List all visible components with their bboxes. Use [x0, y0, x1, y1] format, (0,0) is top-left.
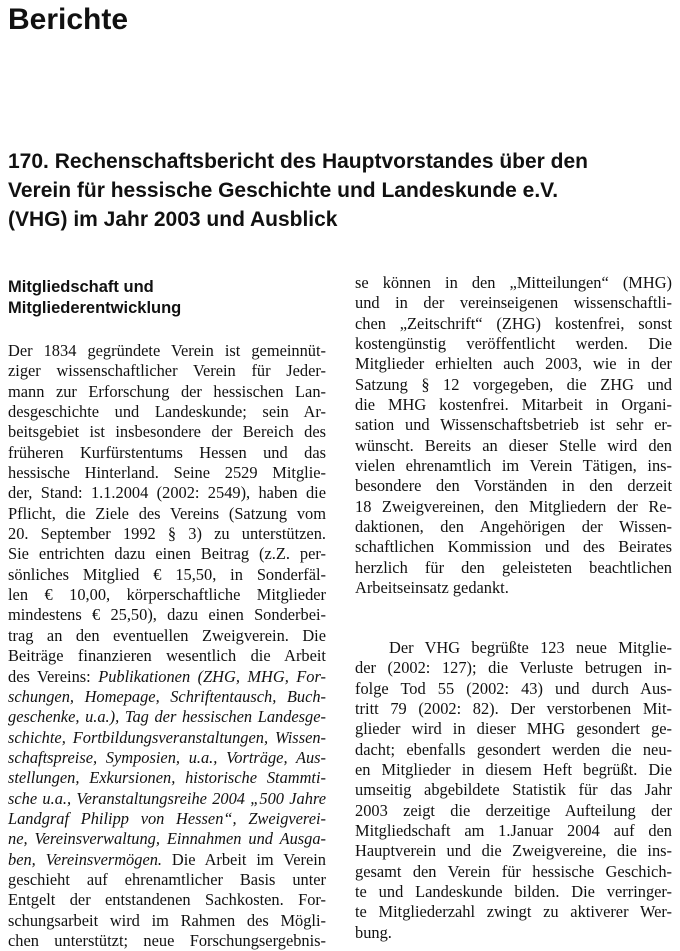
italic-fragment: schichte, Fortbildungsveranstaltungen, Wissen-	[8, 727, 326, 747]
article-title-line: Verein für hessische Geschichte und Landeskunde e.V.	[8, 179, 559, 202]
article-title	[8, 147, 672, 234]
section-header: Berichte	[8, 3, 129, 36]
text-line: dacht; ebenfalls gesondert werden die neu-	[355, 739, 672, 759]
italic-fragment: sche u.a., Veranstaltungsreihe 2004 „500 Jahre	[8, 788, 326, 808]
text-line	[8, 789, 326, 809]
text-line: len € 10,00, körperschaftliche Mitglieder	[8, 585, 326, 605]
text-column-left	[8, 341, 326, 951]
text-line: Hauptverein und die Zweigvereine, die ins-	[355, 841, 672, 861]
text-line: besondere den Vorständen in den derzeit	[355, 476, 672, 496]
italic-fragment: ne, Vereinsverwaltung, Einnahmen und Ausga-	[8, 829, 326, 849]
text-line: Satzung § 12 vorgegeben, die ZHG und	[355, 374, 672, 394]
text-line	[8, 829, 326, 849]
text-line: gesamt den Verein für hessische Geschich-	[355, 861, 672, 881]
text-line: trag an den eventuellen Zweigverein. Die	[8, 625, 326, 645]
text-line: chen unterstützt; neue Forschungsergebnis-	[8, 930, 326, 950]
italic-fragment: ben, Vereinsvermögen.	[8, 849, 163, 869]
text-line	[8, 687, 326, 707]
text-line	[8, 667, 326, 687]
text-line: tritt 79 (2002: 82). Der verstorbenen Mit-	[355, 699, 672, 719]
text-line: bung.	[355, 922, 392, 942]
italic-fragment: geschenke, u.a.), Tag der hessischen Landesge-	[8, 707, 326, 727]
text-line: Mitglieder erhielten auch 2003, wie in der	[355, 354, 672, 374]
text-line: Arbeitseinsatz gedankt.	[355, 578, 509, 598]
text-line	[8, 728, 326, 748]
text-line: Entgelt der entstandenen Sachkosten. For-	[8, 890, 326, 910]
text-line: Der VHG begrüßte 123 neue Mitglie-	[355, 638, 672, 657]
article-title-line: (VHG) im Jahr 2003 und Ausblick	[8, 208, 338, 231]
text-line: chen „Zeitschrift“ (ZHG) kostenfrei, sonst	[355, 313, 672, 333]
text-line: herzlich für den geleisteten beachtlichen	[355, 557, 672, 577]
text-line: Pflicht, die Ziele des Vereins (Satzung vom	[8, 503, 326, 523]
subheading-line: Mitgliedschaft und	[8, 278, 154, 296]
article-title-line: 170. Rechenschaftsbericht des Hauptvorstandes über den	[8, 150, 589, 173]
text-line: Der 1834 gegründete Verein ist gemeinnüt-	[8, 341, 326, 360]
subheading	[8, 277, 328, 319]
text-line: der, Stand: 1.1.2004 (2002: 2549), haben die	[8, 483, 326, 503]
text-line: 18 Zweigvereinen, den Mitgliedern der Re-	[355, 496, 672, 516]
italic-fragment: Publikationen (ZHG, MHG, For-	[98, 666, 326, 686]
text-line	[8, 809, 326, 829]
text-line: en Mitglieder in diesem Heft begrüßt. Die	[355, 760, 672, 780]
text-line: hessische Hinterland. Seine 2529 Mitglie-	[8, 463, 326, 483]
text-line: se können in den „Mitteilungen“ (MHG)	[355, 273, 672, 292]
text-line: daktionen, den Angehörigen der Wissen-	[355, 517, 672, 537]
text-column-right-top	[355, 273, 672, 599]
text-line	[8, 850, 326, 870]
text-line: mindestens € 25,50), dazu einen Sonderbei-	[8, 605, 326, 625]
text-line: folge Tod 55 (2002: 43) und durch Aus-	[355, 678, 672, 698]
italic-fragment: stellungen, Exkursionen, historische Stammti-	[8, 768, 326, 788]
text-fragment: des Vereins:	[8, 666, 99, 686]
text-line: Beiträge finanzieren wesentlich die Arbeit	[8, 646, 326, 666]
subheading-line: Mitgliederentwicklung	[8, 299, 182, 317]
text-line: wünscht. Bereits an dieser Stelle wird den	[355, 435, 672, 455]
text-line: te und Landeskunde bilden. Die verringer-	[355, 882, 672, 902]
text-line: umseitig abgebildete Statistik für das Jahr	[355, 780, 672, 800]
text-line	[8, 707, 326, 727]
text-line: desgeschichte und Landeskunde; sein Ar-	[8, 402, 326, 422]
text-fragment: Die Arbeit im Verein	[162, 849, 327, 869]
italic-fragment: schaftspreise, Symposien, u.a., Vorträge, Aus-	[8, 747, 326, 767]
text-line: te Mitgliederzahl zwingt zu aktiverer Wer-	[355, 902, 672, 922]
text-line: Mitgliedschaft am 1.Januar 2004 auf den	[355, 821, 672, 841]
text-line: früheren Kurfürstentums Hessen und das	[8, 442, 326, 462]
text-line	[8, 768, 326, 788]
text-line: kostengünstig veröffentlicht werden. Die	[355, 334, 672, 354]
text-line: die MHG kostenfrei. Mitarbeit in Organi-	[355, 395, 672, 415]
text-line: schungsarbeit wird im Rahmen des Mögli-	[8, 910, 326, 930]
italic-fragment: schungen, Homepage, Schriftentausch, Buch-	[8, 686, 326, 706]
text-line: und in der vereinseigenen wissenschaftli-	[355, 293, 672, 313]
text-line: der (2002: 127); die Verluste betrugen in-	[355, 658, 672, 678]
text-line: schaftlichen Kommission und des Beirates	[355, 537, 672, 557]
text-line: 2003 zeigt die derzeitige Aufteilung der	[355, 800, 672, 820]
text-line: geschieht auf ehrenamtlicher Basis unter	[8, 869, 326, 889]
text-line: sation und Wissenschaftsbetrieb ist sehr er-	[355, 415, 672, 435]
text-line: mann zur Erforschung der hessischen Lan-	[8, 381, 326, 401]
text-line: glieder wird in dieser MHG gesondert ge-	[355, 719, 672, 739]
text-line	[8, 748, 326, 768]
text-line: ziger wissenschaftlicher Verein für Jeder-	[8, 361, 326, 381]
text-line: Sie entrichten dazu einen Beitrag (z.Z. per-	[8, 544, 326, 564]
text-column-right-bottom	[355, 638, 672, 943]
text-line: sönliches Mitglied € 15,50, in Sonderfäl-	[8, 564, 326, 584]
text-line: vielen ehrenamtlich im Verein Tätigen, ins-	[355, 456, 672, 476]
text-line: beitsgebiet ist insbesondere der Bereich des	[8, 422, 326, 442]
text-line: 20. September 1992 § 3) zu unterstützen.	[8, 524, 326, 544]
italic-fragment: Landgraf Philipp von Hessen“, Zweigverei-	[8, 808, 326, 828]
